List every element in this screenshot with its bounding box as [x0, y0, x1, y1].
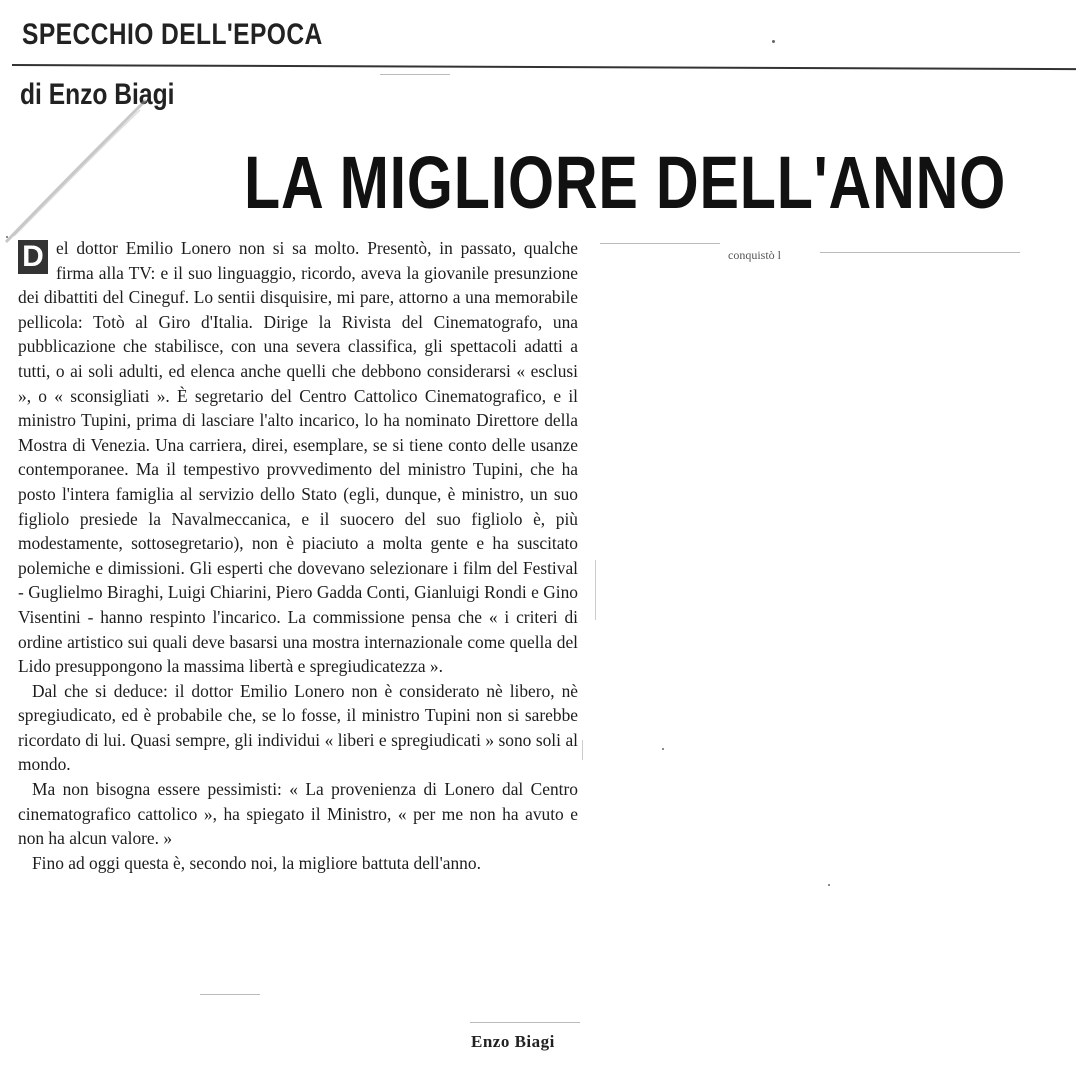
article-paragraph: Dal che si deduce: il dottor Emilio Lonero non è considerato nè libero, nè spregiudicato, ed è probabile che, se lo fosse, il ministro Tupini non si sarebbe ricordato di lui. Quasi sempre, gli individui « liberi e spregiudicati » sono soli al mondo. — [18, 680, 578, 775]
scan-speck — [828, 884, 830, 886]
column-title: SPECCHIO DELL'EPOCA — [22, 18, 323, 51]
scan-speck — [662, 748, 664, 750]
author-signature: Enzo Biagi — [471, 1032, 555, 1051]
scan-dash — [470, 1022, 580, 1023]
article-paragraph: Fino ad oggi questa è, secondo noi, la migliore battuta dell'anno. — [32, 852, 481, 873]
cut-off-text-fragment: conquistò l — [728, 248, 781, 262]
article-paragraph: D el dottor Emilio Lonero non si sa molto. Presentò, in passato, qualche firma alla TV: e il suo linguaggio, ricordo, aveva la giovanile presunzione dei dibattiti del Cineguf. Lo sentii disquisire, mi pare, attorno a una memorabile pellicola: Totò al Giro d'Italia. Dirige la Rivista del Cinematografo, una pubblicazione che stabilisce, con una severa classifica, gli spettacoli adatti a tutti, o ai soli adulti, ed elenca anche quelli che debbono considerarsi « esclusi », o « sconsigliati ». È segretario del Centro Cattolico Cinematografico, e il ministro Tupini, prima di lasciare l'alto incarico, lo ha nominato Direttore della Mostra di Venezia. Una carriera, direi, esemplare, se si tiene conto delle usanze contemporanee. Ma il tempestivo provvedimento del ministro Tupini, che ha posto l'intera famiglia al servizio dello Stato (egli, dunque, è ministro, un suo figliolo presiede la Navalmeccanica, e il suocero del suo figliolo è, più modestamente, sottosegretario), non è piaciuto a molta gente e ha suscitato polemiche e dimissioni. Gli esperti che dovevano selezionare i film del Festival - Guglielmo Biraghi, Luigi Chiarini, Piero Gadda Conti, Gianluigi Rondi e Gino Visentini - hanno respinto l'incarico. La commissione pensa che « i criteri di ordine artistico sui quali deve basarsi una mostra internazionale come quella del Lido presuppongono la massima libertà e spregiudicatezza ». — [18, 238, 578, 677]
article-body — [18, 236, 578, 875]
article-paragraph: Ma non bisogna essere pessimisti: « La provenienza di Lonero dal Centro cinematografico cattolico », ha spiegato il Ministro, « per me non ha avuto e non ha alcun valore. » — [18, 779, 578, 849]
scan-speck — [6, 236, 8, 238]
scan-dash — [380, 74, 450, 75]
headline: LA MIGLIORE DELL'ANNO — [244, 141, 1007, 224]
scan-line — [595, 560, 596, 620]
header-rule — [12, 64, 1076, 70]
scan-speck — [772, 40, 775, 43]
scan-scratch-mark — [0, 96, 150, 246]
scan-line — [582, 740, 583, 760]
scan-dash — [600, 243, 720, 244]
scan-dash — [820, 252, 1020, 253]
byline: di Enzo Biagi — [20, 78, 175, 111]
scan-dash — [200, 994, 260, 995]
drop-cap: D — [18, 240, 48, 274]
